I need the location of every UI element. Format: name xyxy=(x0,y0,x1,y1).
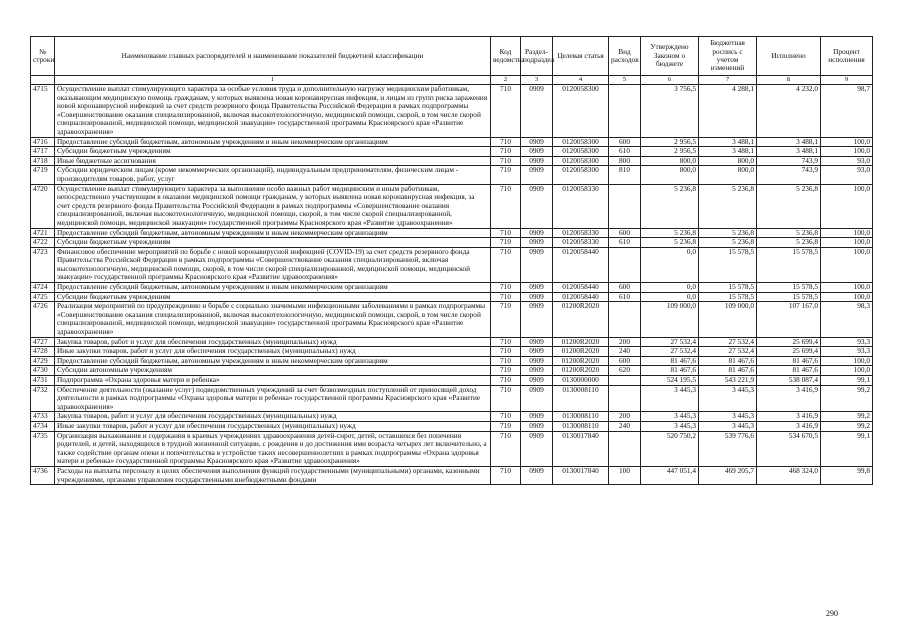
row-number: 4725 xyxy=(31,292,55,302)
column-number: 5 xyxy=(609,76,641,85)
department-code: 710 xyxy=(491,366,521,376)
department-code: 710 xyxy=(491,466,521,484)
budget-amount: 800,0 xyxy=(699,166,757,184)
executed-amount: 15 578,5 xyxy=(757,283,821,293)
budget-amount: 3 488,1 xyxy=(699,147,757,157)
expense-type xyxy=(609,385,641,412)
page-number: 290 xyxy=(826,609,838,618)
execution-percent: 93,3 xyxy=(821,347,873,357)
row-name: Осуществление выплат стимулирующего характера за особые условия труда и дополнительную нагрузку медицинским работникам, оказывающим медицинскую помощь гражданам, у которых выявлена новая коронавирусная инфекция, и лицам из групп риска заражения новой коронавирусной инфекцией за счет средств резервного фонда Правительства Российской Федерации в рамках подпрограммы «Совершенствование оказания специализированной, включая высокотехнологичную, медицинской помощи, скорой, в том числе скорой специализированной, медицинской помощи, медицинской эвакуации» государственной программы Красноярского края «Развитие здравоохранения» xyxy=(55,85,491,138)
target-article: 0120058330 xyxy=(553,184,609,228)
budget-amount: 81 467,6 xyxy=(699,356,757,366)
execution-percent: 100,0 xyxy=(821,366,873,376)
budget-amount: 27 532,4 xyxy=(699,347,757,357)
budget-amount: 15 578,5 xyxy=(699,292,757,302)
column-number: 6 xyxy=(641,76,699,85)
section-code: 0909 xyxy=(521,366,553,376)
budget-amount: 15 578,5 xyxy=(699,247,757,282)
approved-amount: 27 532,4 xyxy=(641,347,699,357)
row-name: Субсидии бюджетным учреждениям xyxy=(55,238,491,248)
section-code: 0909 xyxy=(521,412,553,422)
row-number: 4721 xyxy=(31,228,55,238)
budget-amount: 800,0 xyxy=(699,156,757,166)
department-code: 710 xyxy=(491,228,521,238)
approved-amount: 2 956,5 xyxy=(641,147,699,157)
execution-percent: 99,2 xyxy=(821,421,873,431)
row-name: Закупка товаров, работ и услуг для обеспечения государственных (муниципальных) нужд xyxy=(55,412,491,422)
row-name: Осуществление выплат стимулирующего характера за выполнение особо важных работ медицинским и иным работникам, непосредственно участвующим в оказании медицинской помощи гражданам, у которых выявлена новая коронавирусная инфекция, за счет средств резервного фонда Правительства Российской Федерации в рамках подпрограммы «Совершенствование оказания специализированной, включая высокотехнологичную, медицинской помощи, скорой, в том числе скорой специализированной, медицинской помощи, медицинской эвакуации» государственной программы Красноярского края «Развитие здравоохранения» xyxy=(55,184,491,228)
executed-amount: 25 699,4 xyxy=(757,337,821,347)
expense-type xyxy=(609,85,641,138)
section-code: 0909 xyxy=(521,228,553,238)
execution-percent: 100,0 xyxy=(821,356,873,366)
row-number: 4723 xyxy=(31,247,55,282)
expense-type: 600 xyxy=(609,356,641,366)
table-row xyxy=(31,376,873,386)
table-row xyxy=(31,85,873,138)
section-code: 0909 xyxy=(521,283,553,293)
row-name: Субсидии автономным учреждениям xyxy=(55,366,491,376)
header-percent: Процент исполнения xyxy=(821,37,873,76)
department-code: 710 xyxy=(491,184,521,228)
column-number: 1 xyxy=(55,76,491,85)
row-name: Предоставление субсидий бюджетным, автономным учреждениям и иным некоммерческим организациям xyxy=(55,283,491,293)
execution-percent: 100,0 xyxy=(821,292,873,302)
budget-amount: 15 578,5 xyxy=(699,283,757,293)
table-body xyxy=(31,85,873,485)
budget-amount: 5 236,8 xyxy=(699,184,757,228)
department-code: 710 xyxy=(491,376,521,386)
executed-amount: 468 324,0 xyxy=(757,466,821,484)
executed-amount: 4 232,0 xyxy=(757,85,821,138)
execution-percent: 98,7 xyxy=(821,85,873,138)
row-name: Обеспечение деятельности (оказание услуг) подведомственных учреждений за счет безвозмездных поступлений от приносящей доход деятельности в рамках подпрограммы «Охрана здоровья матери и ребенка» государственной программы Красноярского края «Развитие здравоохранения» xyxy=(55,385,491,412)
header-section: Раздел-подраздел xyxy=(521,37,553,76)
row-name: Расходы на выплаты персоналу в целях обеспечения выполнения функций государственными (муниципальными) органами, казенными учреждениями, органами управления государственными внебюджетными фондами xyxy=(55,466,491,484)
executed-amount: 3 416,9 xyxy=(757,421,821,431)
approved-amount: 3 445,3 xyxy=(641,421,699,431)
row-number: 4715 xyxy=(31,85,55,138)
budget-amount: 543 221,9 xyxy=(699,376,757,386)
header-budget-schedule: Бюджетная роспись с учетом изменений xyxy=(699,37,757,76)
approved-amount: 5 236,8 xyxy=(641,228,699,238)
row-number: 4736 xyxy=(31,466,55,484)
budget-amount: 109 000,0 xyxy=(699,302,757,337)
column-number: 7 xyxy=(699,76,757,85)
executed-amount: 15 578,5 xyxy=(757,292,821,302)
table-row xyxy=(31,283,873,293)
table-row xyxy=(31,466,873,484)
approved-amount: 5 236,8 xyxy=(641,238,699,248)
department-code: 710 xyxy=(491,283,521,293)
target-article: 0120058330 xyxy=(553,228,609,238)
target-article: 0120058300 xyxy=(553,156,609,166)
approved-amount: 447 051,4 xyxy=(641,466,699,484)
department-code: 710 xyxy=(491,247,521,282)
expense-type: 240 xyxy=(609,347,641,357)
row-name: Предоставление субсидий бюджетным, автономным учреждениям и иным некоммерческим организациям xyxy=(55,137,491,147)
row-name: Закупка товаров, работ и услуг для обеспечения государственных (муниципальных) нужд xyxy=(55,337,491,347)
execution-percent: 100,0 xyxy=(821,184,873,228)
department-code: 710 xyxy=(491,302,521,337)
section-code: 0909 xyxy=(521,184,553,228)
section-code: 0909 xyxy=(521,356,553,366)
expense-type: 200 xyxy=(609,412,641,422)
budget-amount: 3 488,1 xyxy=(699,137,757,147)
approved-amount: 0,0 xyxy=(641,283,699,293)
execution-percent: 93,0 xyxy=(821,156,873,166)
expense-type: 240 xyxy=(609,421,641,431)
section-code: 0909 xyxy=(521,302,553,337)
row-number: 4729 xyxy=(31,356,55,366)
execution-percent: 99,2 xyxy=(821,412,873,422)
section-code: 0909 xyxy=(521,247,553,282)
approved-amount: 800,0 xyxy=(641,166,699,184)
row-name: Иные бюджетные ассигнования xyxy=(55,156,491,166)
section-code: 0909 xyxy=(521,385,553,412)
row-number: 4719 xyxy=(31,166,55,184)
row-number: 4718 xyxy=(31,156,55,166)
execution-percent: 99,8 xyxy=(821,466,873,484)
execution-percent: 100,0 xyxy=(821,228,873,238)
budget-amount: 3 445,3 xyxy=(699,421,757,431)
expense-type xyxy=(609,184,641,228)
row-number: 4728 xyxy=(31,347,55,357)
executed-amount: 25 699,4 xyxy=(757,347,821,357)
row-name: Субсидии бюджетным учреждениям xyxy=(55,147,491,157)
expense-type: 620 xyxy=(609,366,641,376)
table-row xyxy=(31,302,873,337)
execution-percent: 98,3 xyxy=(821,302,873,337)
executed-amount: 3 416,9 xyxy=(757,412,821,422)
expense-type: 610 xyxy=(609,147,641,157)
budget-amount: 5 236,8 xyxy=(699,238,757,248)
header-target-article: Целевая статья xyxy=(553,37,609,76)
section-code: 0909 xyxy=(521,238,553,248)
section-code: 0909 xyxy=(521,85,553,138)
execution-percent: 100,0 xyxy=(821,137,873,147)
budget-amount: 3 445,3 xyxy=(699,412,757,422)
execution-percent: 93,3 xyxy=(821,337,873,347)
row-number: 4731 xyxy=(31,376,55,386)
executed-amount: 743,9 xyxy=(757,156,821,166)
executed-amount: 3 488,1 xyxy=(757,137,821,147)
target-article: 0120058440 xyxy=(553,292,609,302)
budget-sheet xyxy=(30,36,873,485)
table-row xyxy=(31,431,873,466)
table-header-row xyxy=(31,37,873,76)
execution-percent: 99,1 xyxy=(821,376,873,386)
budget-amount: 4 288,1 xyxy=(699,85,757,138)
target-article: 01200R2020 xyxy=(553,337,609,347)
header-name: Наименование главных распорядителей и наименование показателей бюджетной классификации xyxy=(55,37,491,76)
department-code: 710 xyxy=(491,147,521,157)
execution-percent: 100,0 xyxy=(821,238,873,248)
target-article: 0130008110 xyxy=(553,421,609,431)
row-number: 4733 xyxy=(31,412,55,422)
approved-amount: 3 445,3 xyxy=(641,412,699,422)
section-code: 0909 xyxy=(521,347,553,357)
executed-amount: 538 087,4 xyxy=(757,376,821,386)
row-number: 4727 xyxy=(31,337,55,347)
approved-amount: 109 000,0 xyxy=(641,302,699,337)
target-article: 0130017840 xyxy=(553,466,609,484)
approved-amount: 0,0 xyxy=(641,292,699,302)
column-number: 8 xyxy=(757,76,821,85)
section-code: 0909 xyxy=(521,466,553,484)
column-number: 9 xyxy=(821,76,873,85)
executed-amount: 81 467,6 xyxy=(757,356,821,366)
department-code: 710 xyxy=(491,166,521,184)
row-name: Иные закупки товаров, работ и услуг для обеспечения государственных (муниципальных) нужд xyxy=(55,347,491,357)
department-code: 710 xyxy=(491,156,521,166)
row-number: 4716 xyxy=(31,137,55,147)
section-code: 0909 xyxy=(521,137,553,147)
expense-type xyxy=(609,302,641,337)
column-number: 2 xyxy=(491,76,521,85)
section-code: 0909 xyxy=(521,431,553,466)
expense-type xyxy=(609,247,641,282)
section-code: 0909 xyxy=(521,156,553,166)
row-name: Предоставление субсидий бюджетным, автономным учреждениям и иным некоммерческим организациям xyxy=(55,228,491,238)
approved-amount: 81 467,6 xyxy=(641,366,699,376)
budget-table xyxy=(30,36,873,485)
department-code: 710 xyxy=(491,238,521,248)
header-executed: Исполнено xyxy=(757,37,821,76)
expense-type: 100 xyxy=(609,466,641,484)
approved-amount: 27 532,4 xyxy=(641,337,699,347)
row-name: Финансовое обеспечение мероприятий по борьбе с новой коронавирусной инфекцией (COVID-19) за счет средств резервного фонда Правительства Российской Федерации в рамках подпрограммы «Совершенствование оказания специализированной, включая высокотехнологичную, медицинской помощи, скорой, в том числе скорой специализированной, медицинской помощи, медицинской эвакуации» государственной программы Красноярского края «Развитие здравоохранения» xyxy=(55,247,491,282)
row-name: Субсидии юридическим лицам (кроме некоммерческих организаций), индивидуальным предпринимателям, физическим лицам - производителям товаров, работ, услуг xyxy=(55,166,491,184)
table-row xyxy=(31,385,873,412)
column-number: 3 xyxy=(521,76,553,85)
executed-amount: 3 488,1 xyxy=(757,147,821,157)
row-number: 4732 xyxy=(31,385,55,412)
executed-amount: 5 236,8 xyxy=(757,228,821,238)
row-name: Предоставление субсидий бюджетным, автономным учреждениям и иным некоммерческим организациям xyxy=(55,356,491,366)
target-article: 01200R2020 xyxy=(553,356,609,366)
section-code: 0909 xyxy=(521,292,553,302)
execution-percent: 93,0 xyxy=(821,166,873,184)
approved-amount: 3 756,5 xyxy=(641,85,699,138)
target-article: 0130008110 xyxy=(553,385,609,412)
executed-amount: 534 670,5 xyxy=(757,431,821,466)
department-code: 710 xyxy=(491,356,521,366)
table-row xyxy=(31,166,873,184)
header-approved: Утверждено Законом о бюджете xyxy=(641,37,699,76)
department-code: 710 xyxy=(491,337,521,347)
target-article: 0120058300 xyxy=(553,85,609,138)
row-name: Организация выхаживания и содержания в краевых учреждениях здравоохранения детей-сирот, детей, оставшихся без попечения родителей, и детей, находящихся в трудной жизненной ситуации, с рождения и до достижения ими возраста четырех лет включительно, а также содействие органам опеки и попечительства в устройстве таких несовершеннолетних в рамках подпрограммы «Охрана здоровья матери и ребенка» государственной программы Красноярского края «Развитие здравоохранения» xyxy=(55,431,491,466)
header-row-number: № строки xyxy=(31,37,55,76)
target-article: 01200R2020 xyxy=(553,366,609,376)
expense-type xyxy=(609,376,641,386)
department-code: 710 xyxy=(491,85,521,138)
row-number: 4734 xyxy=(31,421,55,431)
approved-amount: 5 236,8 xyxy=(641,184,699,228)
row-number: 4730 xyxy=(31,366,55,376)
table-row xyxy=(31,247,873,282)
budget-amount: 81 467,6 xyxy=(699,366,757,376)
target-article: 0120058440 xyxy=(553,247,609,282)
approved-amount: 524 195,5 xyxy=(641,376,699,386)
target-article: 0130008110 xyxy=(553,412,609,422)
table-row xyxy=(31,421,873,431)
execution-percent: 99,2 xyxy=(821,385,873,412)
expense-type: 800 xyxy=(609,156,641,166)
section-code: 0909 xyxy=(521,166,553,184)
executed-amount: 5 236,8 xyxy=(757,184,821,228)
row-name: Иные закупки товаров, работ и услуг для обеспечения государственных (муниципальных) нужд xyxy=(55,421,491,431)
executed-amount: 5 236,8 xyxy=(757,238,821,248)
row-number: 4717 xyxy=(31,147,55,157)
target-article: 01200R2020 xyxy=(553,302,609,337)
section-code: 0909 xyxy=(521,337,553,347)
expense-type: 600 xyxy=(609,283,641,293)
executed-amount: 81 467,6 xyxy=(757,366,821,376)
table-row xyxy=(31,184,873,228)
table-row xyxy=(31,147,873,157)
row-number: 4724 xyxy=(31,283,55,293)
section-code: 0909 xyxy=(521,421,553,431)
approved-amount: 0,0 xyxy=(641,247,699,282)
department-code: 710 xyxy=(491,292,521,302)
department-code: 710 xyxy=(491,347,521,357)
table-row xyxy=(31,238,873,248)
row-name: Субсидии бюджетным учреждениям xyxy=(55,292,491,302)
budget-amount: 27 532,4 xyxy=(699,337,757,347)
target-article: 0130000000 xyxy=(553,376,609,386)
department-code: 710 xyxy=(491,137,521,147)
execution-percent: 99,1 xyxy=(821,431,873,466)
row-number: 4726 xyxy=(31,302,55,337)
row-name: Реализация мероприятий по предупреждению и борьбе с социально значимыми инфекционными заболеваниями в рамках подпрограммы «Совершенствование оказания специализированной, включая высокотехнологичную, медицинской помощи, скорой, в том числе скорой специализированной, медицинской помощи, медицинской эвакуации» государственной программы Красноярского края «Развитие здравоохранения» xyxy=(55,302,491,337)
section-code: 0909 xyxy=(521,376,553,386)
budget-amount: 469 205,7 xyxy=(699,466,757,484)
expense-type: 600 xyxy=(609,137,641,147)
row-number: 4720 xyxy=(31,184,55,228)
header-department-code: Код ведомства xyxy=(491,37,521,76)
header-expense-type: Вид расходов xyxy=(609,37,641,76)
budget-amount: 5 236,8 xyxy=(699,228,757,238)
execution-percent: 100,0 xyxy=(821,147,873,157)
budget-amount: 3 445,3 xyxy=(699,385,757,412)
department-code: 710 xyxy=(491,431,521,466)
expense-type: 610 xyxy=(609,238,641,248)
expense-type: 610 xyxy=(609,292,641,302)
target-article: 0120058300 xyxy=(553,147,609,157)
executed-amount: 3 416,9 xyxy=(757,385,821,412)
execution-percent: 100,0 xyxy=(821,247,873,282)
section-code: 0909 xyxy=(521,147,553,157)
expense-type xyxy=(609,431,641,466)
approved-amount: 800,0 xyxy=(641,156,699,166)
target-article: 0120058300 xyxy=(553,166,609,184)
column-number: 4 xyxy=(553,76,609,85)
expense-type: 810 xyxy=(609,166,641,184)
target-article: 01200R2020 xyxy=(553,347,609,357)
row-number: 4735 xyxy=(31,431,55,466)
target-article: 0120058330 xyxy=(553,238,609,248)
executed-amount: 107 167,0 xyxy=(757,302,821,337)
department-code: 710 xyxy=(491,412,521,422)
row-name: Подпрограмма «Охрана здоровья матери и ребенка» xyxy=(55,376,491,386)
department-code: 710 xyxy=(491,385,521,412)
execution-percent: 100,0 xyxy=(821,283,873,293)
row-number: 4722 xyxy=(31,238,55,248)
approved-amount: 520 750,2 xyxy=(641,431,699,466)
approved-amount: 81 467,6 xyxy=(641,356,699,366)
target-article: 0120058300 xyxy=(553,137,609,147)
expense-type: 200 xyxy=(609,337,641,347)
target-article: 0120058440 xyxy=(553,283,609,293)
table-row xyxy=(31,347,873,357)
executed-amount: 15 578,5 xyxy=(757,247,821,282)
expense-type: 600 xyxy=(609,228,641,238)
executed-amount: 743,9 xyxy=(757,166,821,184)
department-code: 710 xyxy=(491,421,521,431)
budget-amount: 539 776,6 xyxy=(699,431,757,466)
approved-amount: 2 956,5 xyxy=(641,137,699,147)
approved-amount: 3 445,3 xyxy=(641,385,699,412)
target-article: 0130017840 xyxy=(553,431,609,466)
